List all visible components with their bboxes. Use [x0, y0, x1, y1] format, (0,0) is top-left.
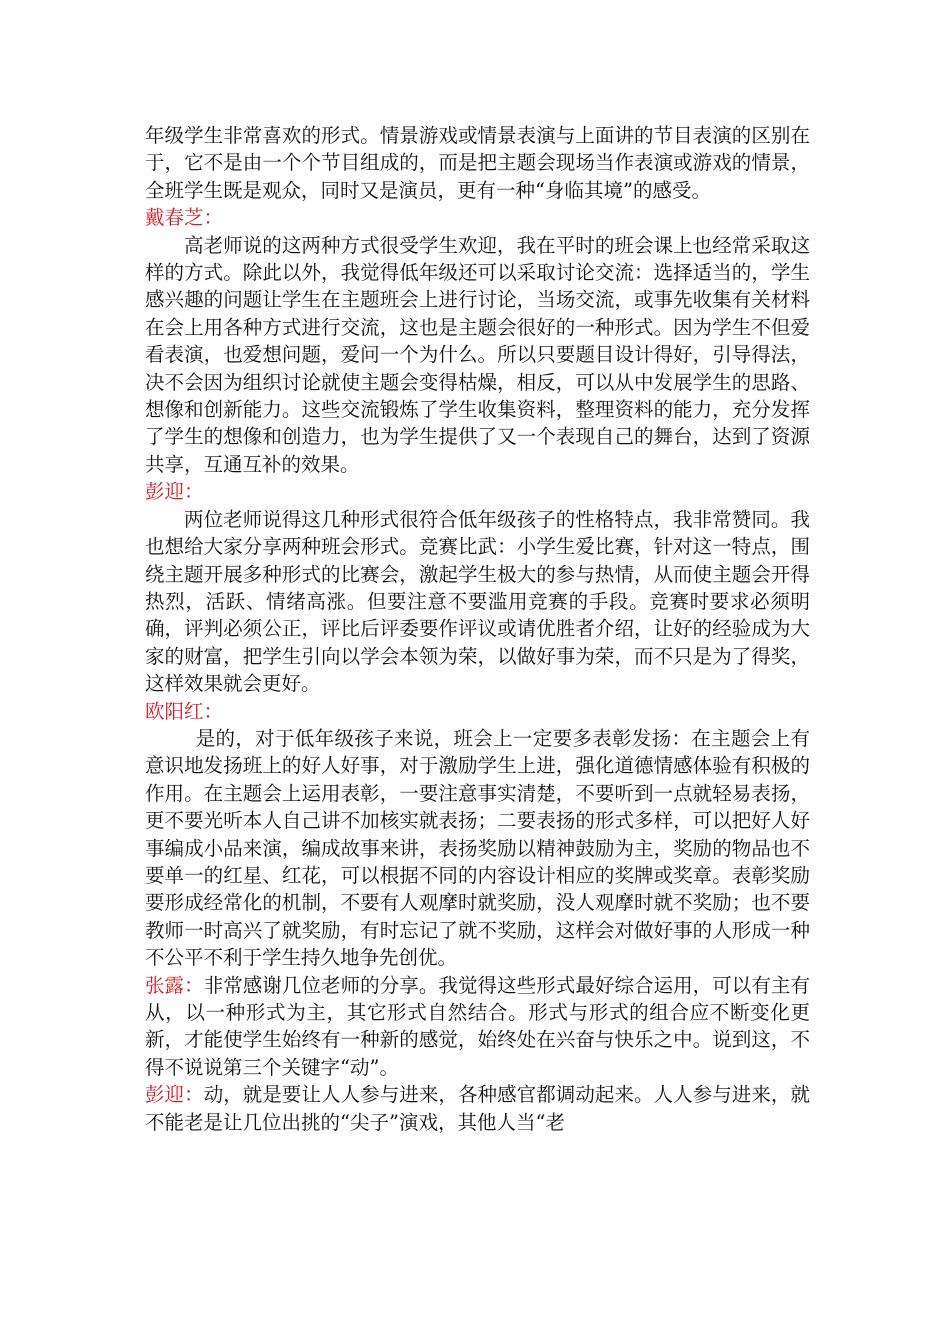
section-dai-chunzhi: [145, 204, 810, 478]
section-peng-ying-2: [145, 1081, 810, 1136]
speech-text: 动，就是要让人人参与进来，各种感官都调动起来。人人参与进来，就不能老是让几位出挑的“尖子”演戏，其他人当“老: [145, 1083, 810, 1134]
speech-text: 非常感谢几位老师的分享。我觉得这些形式最好综合运用，可以有主有从，以一种形式为主，其它形式自然结合。形式与形式的组合应不断变化更新，才能使学生始终有一种新的感觉，始终处在兴奋与快乐之中。说到这，不得不说说第三个关键字“动”。: [145, 973, 810, 1079]
document-page: [145, 122, 810, 1136]
speaker-label: 彭迎：: [145, 480, 204, 504]
intro-paragraph: 年级学生非常喜欢的形式。情景游戏或情景表演与上面讲的节目表演的区别在于，它不是由一个个节目组成的，而是把主题会现场当作表演或游戏的情景，全班学生既是观众，同时又是演员，更有一种“身临其境”的感受。: [145, 124, 810, 202]
speech-paragraph: 两位老师说得这几种形式很符合低年级孩子的性格特点，我非常赞同。我也想给大家分享两种班会形式。竞赛比武：小学生爱比赛，针对这一特点，围绕主题开展多种形式的比赛会，激起学生极大的参与热情，从而使主题会开得热烈，活跃、情绪高涨。但要注意不要滥用竞赛的手段。竞赛时要求必须明确，评判必须公正，评比后评委要作评议或请优胜者介绍，让好的经验成为大家的财富，把学生引向以学会本领为荣，以做好事为荣，而不只是为了得奖，这样效果就会更好。: [145, 507, 810, 696]
speaker-label: 张露：: [145, 973, 204, 997]
section-ouyang-hong: [145, 698, 810, 972]
section-peng-ying: [145, 478, 810, 697]
speech-paragraph: 是的，对于低年级孩子来说，班会上一定要多表彰发扬：在主题会上有意识地发扬班上的好人好事，对于激励学生上进，强化道德情感体验有积极的作用。在主题会上运用表彰，一要注意事实清楚，不要听到一点就轻易表扬，更不要光听本人自己讲不加核实就表扬；二要表扬的形式多样，可以把好人好事编成小品来演，编成故事来讲，表扬奖励以精神鼓励为主，奖励的物品也不要单一的红星、红花，可以根据不同的内容设计相应的奖牌或奖章。表彰奖励要形成经常化的机制，不要有人观摩时就奖励，没人观摩时就不奖励；也不要教师一时高兴了就奖励，有时忘记了就不奖励，这样会对做好事的人形成一种不公平不利于学生持久地争先创优。: [145, 726, 810, 970]
speaker-label: 彭迎：: [145, 1083, 204, 1107]
speaker-label: 戴春芝：: [145, 206, 224, 230]
speech-paragraph: 高老师说的这两种方式很受学生欢迎，我在平时的班会课上也经常采取这样的方式。除此以外，我觉得低年级还可以采取讨论交流：选择适当的，学生感兴趣的问题让学生在主题班会上进行讨论，当场交流，或事先收集有关材料在会上用各种方式进行交流，这也是主题会很好的一种形式。因为学生不但爱看表演，也爱想问题，爱问一个为什么。所以只要题目设计得好，引导得法，决不会因为组织讨论就使主题会变得枯燥，相反，可以从中发展学生的思路、想像和创新能力。这些交流锻炼了学生收集资料，整理资料的能力，充分发挥了学生的想像和创造力，也为学生提供了又一个表现自己的舞台，达到了资源共享，互通互补的效果。: [145, 233, 810, 476]
section-zhang-lu: [145, 972, 810, 1082]
speaker-label: 欧阳红：: [145, 699, 224, 723]
